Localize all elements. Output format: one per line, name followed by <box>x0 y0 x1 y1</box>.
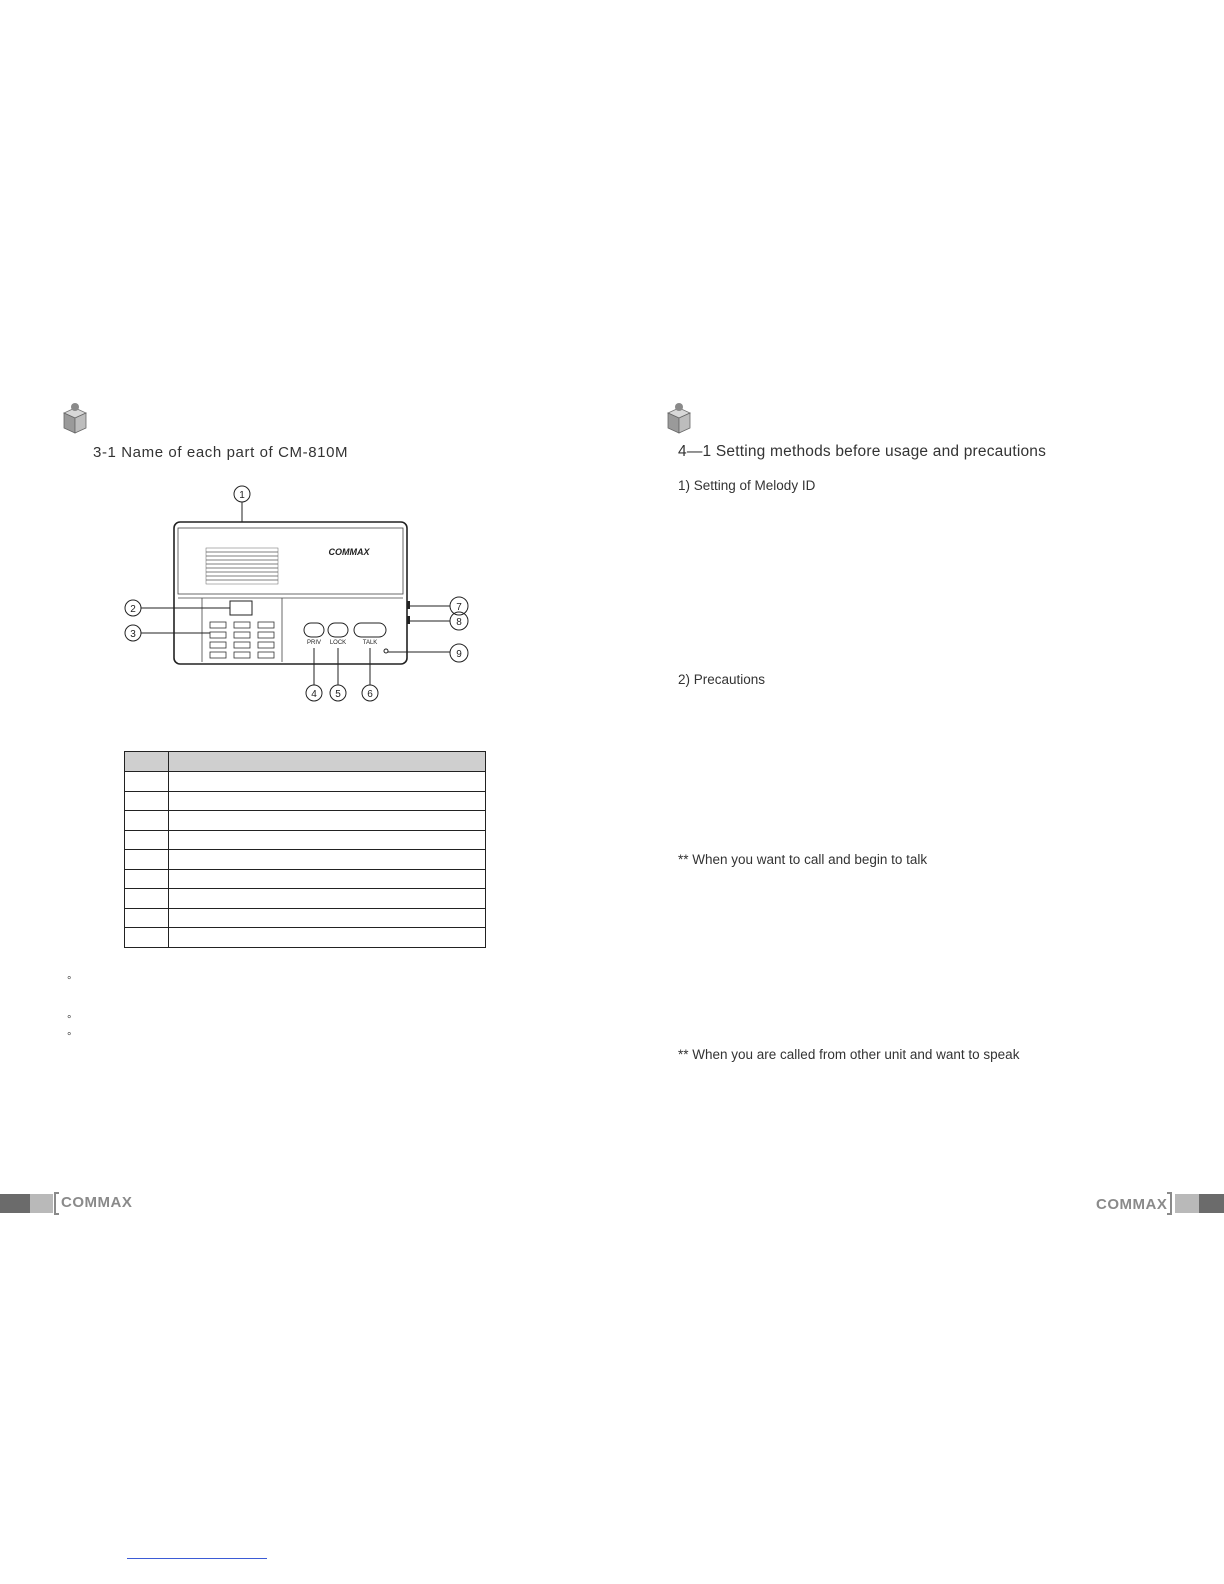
device-diagram <box>118 482 478 704</box>
footer-logo: COMMAX <box>61 1194 133 1211</box>
link-underline <box>127 1558 267 1559</box>
footer-bar-light <box>30 1194 53 1213</box>
svg-text:7: 7 <box>456 602 462 613</box>
bullet-mark: ° <box>67 975 72 987</box>
svg-text:3: 3 <box>130 629 136 640</box>
svg-text:8: 8 <box>456 617 462 628</box>
table-row <box>125 850 486 870</box>
section-box-icon <box>60 401 90 435</box>
callout-1-label: 1 <box>239 490 245 501</box>
table-row <box>125 889 486 909</box>
footer-bar-dark <box>1199 1194 1224 1213</box>
bracket-icon <box>52 1192 60 1215</box>
table-row <box>125 811 486 831</box>
talk-label: TALK <box>362 640 378 646</box>
table-header-row <box>125 752 486 772</box>
subheading-called-speak: ** When you are called from other unit and want to speak <box>678 1047 1020 1062</box>
device-brand: COMMAX <box>328 547 370 557</box>
table-row <box>125 772 486 792</box>
svg-text:5: 5 <box>335 689 341 700</box>
speaker-grille <box>206 548 278 584</box>
parts-table <box>124 751 486 948</box>
subheading-call-talk: ** When you want to call and begin to talk <box>678 852 928 867</box>
table-row <box>125 791 486 811</box>
section-heading: 4—1 Setting methods before usage and precautions <box>678 443 1047 460</box>
section-box-icon <box>664 401 694 435</box>
svg-text:6: 6 <box>367 689 373 700</box>
subheading-melody-id: 1) Setting of Melody ID <box>678 478 816 493</box>
subheading-precautions: 2) Precautions <box>678 672 766 687</box>
table-header-cell <box>169 752 486 772</box>
section-heading: 3-1 Name of each part of CM-810M <box>93 444 349 461</box>
footer-bar-dark <box>0 1194 30 1213</box>
table-row <box>125 830 486 850</box>
svg-text:9: 9 <box>456 649 462 660</box>
lock-label: LOCK <box>329 640 347 646</box>
table-header-cell <box>125 752 169 772</box>
table-row <box>125 869 486 889</box>
svg-text:4: 4 <box>311 689 317 700</box>
bullet-mark: ° <box>67 1031 72 1043</box>
table-row <box>125 908 486 928</box>
footer-logo: COMMAX <box>1096 1196 1168 1213</box>
bullet-mark: ° <box>67 1014 72 1026</box>
svg-text:2: 2 <box>130 604 136 615</box>
table-row <box>125 928 486 948</box>
footer-bar-light <box>1175 1194 1199 1213</box>
bracket-icon <box>1166 1192 1174 1215</box>
priv-label: PRIV <box>306 640 322 646</box>
